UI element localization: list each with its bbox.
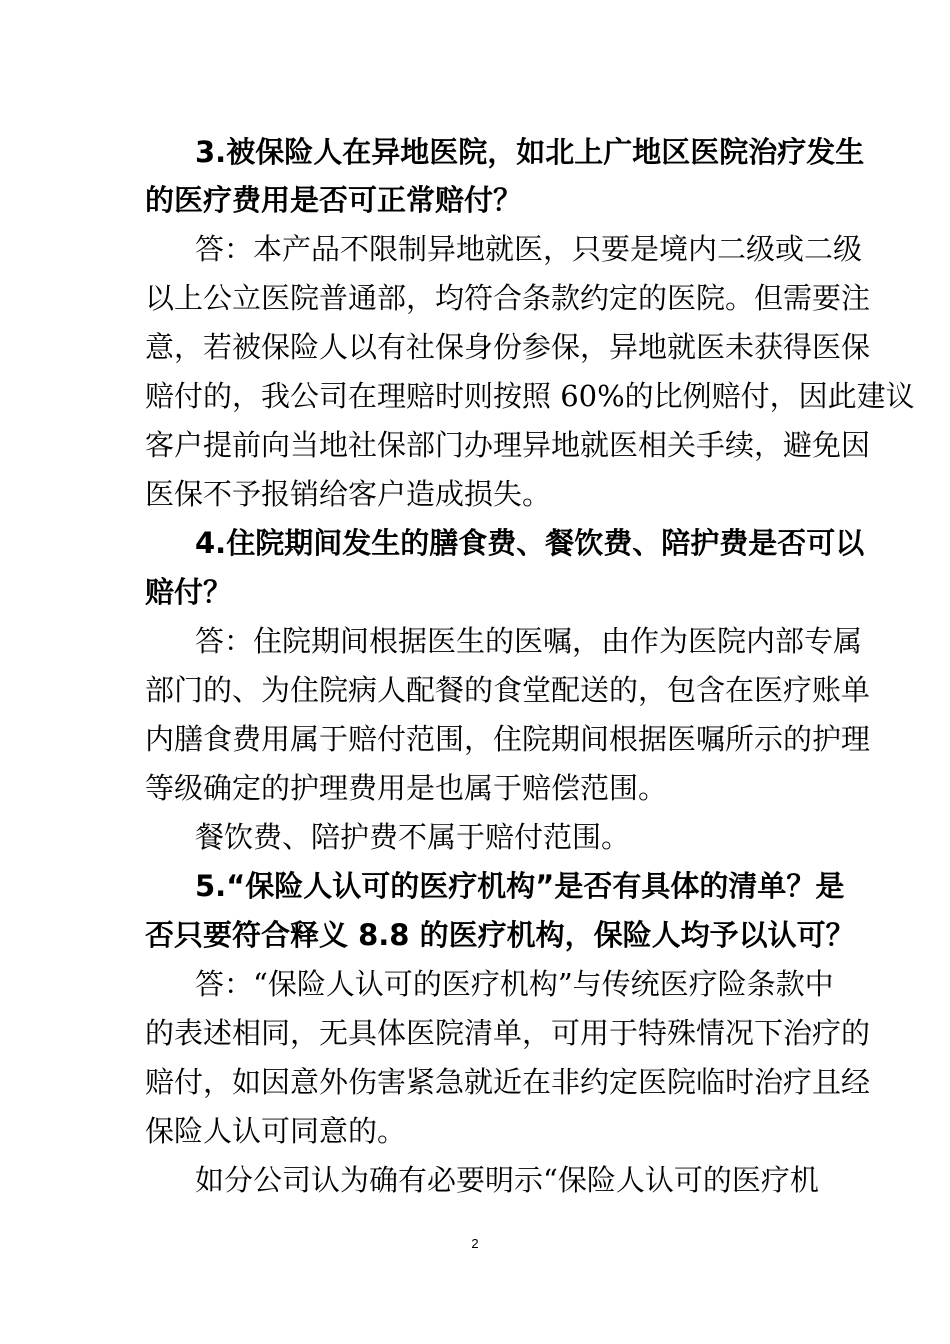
answer-4-line-2: 部门的、为住院病人配餐的食堂配送的，包含在医疗账单 (145, 673, 871, 707)
answer-3-line-2: 以上公立医院普通部，均符合条款约定的医院。但需要注 (145, 281, 871, 315)
answer-4-line-1: 答：住院期间根据医生的医嘱，由作为医院内部专属 (195, 624, 863, 658)
answer-4-line-5: 餐饮费、陪护费不属于赔付范围。 (195, 820, 631, 854)
answer-5-line-2: 的表述相同，无具体医院清单，可用于特殊情况下治疗的 (145, 1016, 871, 1050)
answer-5-line-4: 保险人认可同意的。 (145, 1114, 407, 1148)
answer-3-line-4: 赔付的，我公司在理赔时则按照 60%的比例赔付，因此建议 (145, 379, 915, 413)
question-3-heading-line-1: 3.被保险人在异地医院，如北上广地区医院治疗发生 (195, 135, 865, 169)
page-number: 2 (471, 1236, 479, 1251)
answer-4-line-3: 内膳食费用属于赔付范围，住院期间根据医嘱所示的护理 (145, 722, 871, 756)
answer-3-line-5: 客户提前向当地社保部门办理异地就医相关手续，避免因 (145, 428, 871, 462)
question-5-heading-line-1: 5.“保险人认可的医疗机构”是否有具体的清单？是 (195, 869, 845, 903)
question-5-heading-line-2: 否只要符合释义 8.8 的医疗机构，保险人均予以认可？ (145, 918, 855, 952)
answer-5-line-5: 如分公司认为确有必要明示“保险人认可的医疗机 (195, 1163, 819, 1197)
answer-4-line-4: 等级确定的护理费用是也属于赔偿范围。 (145, 771, 668, 805)
answer-3-line-1: 答：本产品不限制异地就医，只要是境内二级或二级 (195, 232, 863, 266)
question-3-heading-line-2: 的医疗费用是否可正常赔付？ (145, 183, 523, 217)
answer-3-line-6: 医保不予报销给客户造成损失。 (145, 477, 552, 511)
question-4-heading-line-1: 4.住院期间发生的膳食费、餐饮费、陪护费是否可以 (195, 526, 865, 560)
question-4-heading-line-2: 赔付？ (145, 575, 233, 609)
answer-5-line-3: 赔付，如因意外伤害紧急就近在非约定医院临时治疗且经 (145, 1065, 871, 1099)
answer-3-line-3: 意，若被保险人以有社保身份参保，异地就医未获得医保 (145, 330, 871, 364)
answer-5-line-1: 答：“保险人认可的医疗机构”与传统医疗险条款中 (195, 967, 834, 1001)
